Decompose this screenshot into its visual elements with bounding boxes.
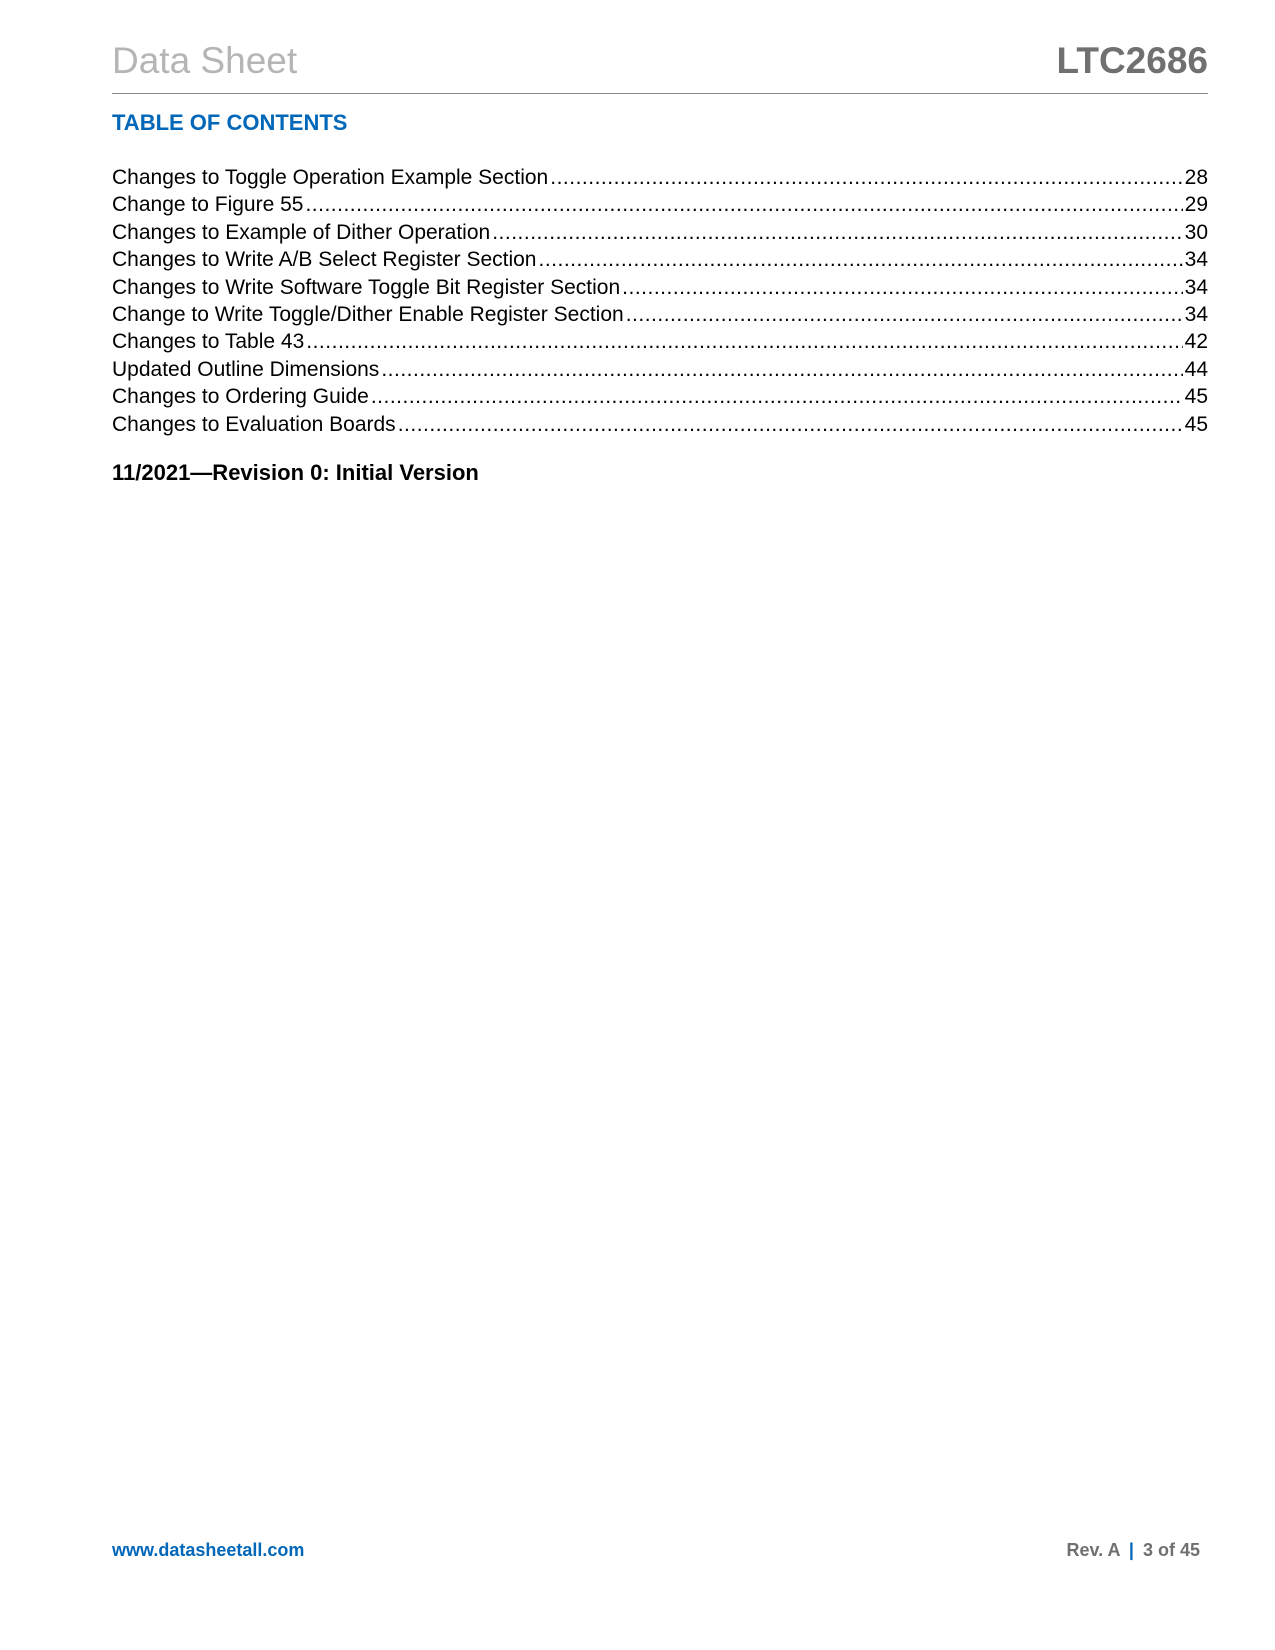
toc-entry[interactable] [112, 274, 1208, 301]
toc-dot-leader [539, 246, 1183, 273]
footer-revision-label: Rev. A [1066, 1540, 1120, 1560]
toc-entry-title: Changes to Write A/B Select Register Section [112, 248, 537, 272]
toc-entry-page: 34 [1184, 302, 1208, 326]
toc-entry-page: 34 [1184, 248, 1208, 272]
document-type-label: Data Sheet [112, 40, 298, 81]
toc-entry[interactable] [112, 301, 1208, 328]
toc-entry-page: 44 [1184, 357, 1208, 381]
toc-entry-page: 28 [1184, 166, 1208, 189]
toc-entry-title: Changes to Evaluation Boards [112, 412, 396, 436]
toc-entry-title: Changes to Ordering Guide [112, 385, 369, 409]
toc-dot-leader [622, 274, 1182, 301]
toc-dot-leader [626, 301, 1183, 328]
toc-entry-title: Change to Figure 55 [112, 193, 304, 217]
toc-entry-page: 29 [1184, 193, 1208, 217]
toc-entry-title: Changes to Example of Dither Operation [112, 220, 491, 244]
toc-entry-page: 42 [1184, 330, 1208, 354]
toc-entry-page: 30 [1184, 220, 1208, 244]
toc-dot-leader [381, 356, 1182, 383]
toc-entry[interactable] [112, 411, 1208, 438]
footer-page-number: 3 of 45 [1142, 1540, 1200, 1560]
footer-revision-page [1067, 1540, 1200, 1561]
toc-entry-page: 45 [1184, 385, 1208, 409]
toc-entry[interactable] [112, 164, 1208, 191]
toc-dot-leader [306, 328, 1182, 355]
toc-entry-title: Updated Outline Dimensions [112, 357, 380, 381]
toc-entry[interactable] [112, 191, 1208, 218]
part-number: LTC2686 [1056, 40, 1208, 81]
toc-dot-leader [398, 411, 1183, 438]
toc-entry-title: Change to Write Toggle/Dither Enable Register Section [112, 302, 624, 326]
toc-entry[interactable] [112, 219, 1208, 246]
toc-entry[interactable] [112, 246, 1208, 273]
toc-entry-title: Changes to Write Software Toggle Bit Register Section [112, 275, 621, 299]
toc-entry[interactable] [112, 383, 1208, 410]
page-header [112, 38, 1208, 94]
footer-website-link[interactable]: www.datasheetall.com [112, 1540, 305, 1560]
footer-separator: | [1128, 1540, 1134, 1560]
toc-entry-page: 45 [1184, 412, 1208, 436]
toc-heading: TABLE OF CONTENTS [112, 110, 348, 135]
toc-dot-leader [550, 164, 1182, 191]
revision-heading: 11/2021—Revision 0: Initial Version [112, 460, 479, 485]
toc-entry-page: 34 [1184, 275, 1208, 299]
toc-entry-title: Changes to Table 43 [112, 330, 305, 354]
toc-list [112, 164, 1208, 438]
toc-dot-leader [305, 191, 1182, 218]
toc-dot-leader [371, 383, 1183, 410]
toc-entry[interactable] [112, 328, 1208, 355]
toc-entry[interactable] [112, 356, 1208, 383]
toc-entry-title: Changes to Toggle Operation Example Section [112, 166, 549, 189]
toc-dot-leader [492, 219, 1182, 246]
